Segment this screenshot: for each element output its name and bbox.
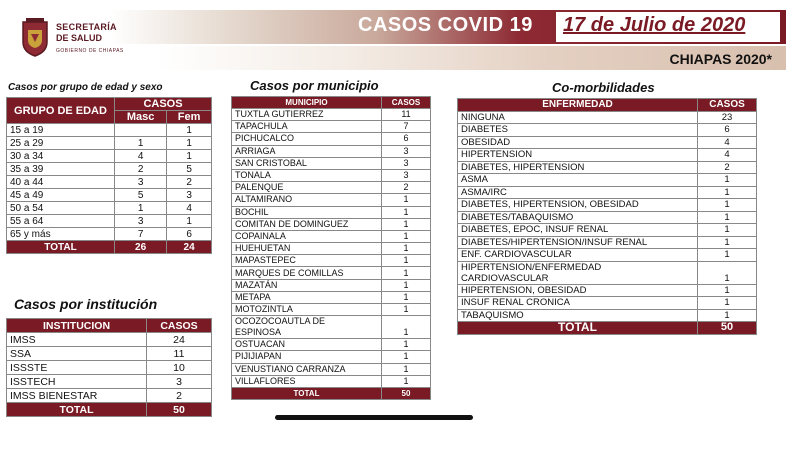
municipality-cases-cell: 1 (382, 375, 431, 387)
municipality-name-cell (232, 339, 382, 351)
comorbidity-name-line: TABAQUISMO (461, 309, 524, 321)
comorbidity-name-line: DIABETES/TABAQUISMO (461, 211, 574, 223)
com-col-cases: CASOS (698, 99, 757, 112)
municipality-name-line: OSTUACAN (235, 339, 286, 350)
municipality-name-cell (232, 279, 382, 291)
municipality-name-cell (232, 145, 382, 157)
municipality-cases-cell: 3 (382, 169, 431, 181)
municipality-name-cell (232, 109, 382, 121)
municipality-row (232, 243, 431, 255)
comorbidity-name-line: OBESIDAD (461, 136, 511, 148)
municipality-name-line: MAPASTEPEC (235, 255, 296, 266)
comorbidity-name-line: DIABETES, EPOC, INSUF RENAL (461, 224, 609, 236)
age-masc-cell (115, 124, 167, 137)
municipality-row (232, 121, 431, 133)
municipality-name-cell (232, 169, 382, 181)
municipality-name-cell (232, 133, 382, 145)
horizontal-scrollbar[interactable] (275, 415, 473, 420)
comorbidity-table-body (458, 111, 757, 322)
municipality-name-line: ALTAMIRANO (235, 194, 293, 205)
age-group-cell: 50 a 54 (7, 202, 115, 215)
municipality-name-line: ARRIAGA (235, 145, 276, 156)
age-col-fem: Fem (167, 111, 212, 124)
comorbidity-cases-cell: 1 (698, 284, 757, 297)
institution-cases-cell: 11 (147, 347, 212, 361)
comorbidity-name-line: NINGUNA (461, 111, 505, 123)
municipality-name-cell (232, 316, 382, 339)
comorbidity-name-line: ENF. CARDIOVASCULAR (461, 249, 572, 261)
municipality-cases-cell: 11 (382, 109, 431, 121)
municipality-row (232, 267, 431, 279)
municipality-cases-cell: 1 (382, 363, 431, 375)
municipality-row (232, 316, 431, 339)
mun-total-label: TOTAL (232, 387, 382, 399)
municipality-name-line: PICHUCALCO (235, 133, 295, 144)
municipality-name-line: BOCHIL (235, 206, 269, 217)
age-fem-cell: 1 (167, 150, 212, 163)
municipality-row (232, 206, 431, 218)
municipality-name-cell (232, 375, 382, 387)
age-masc-cell: 2 (115, 163, 167, 176)
municipality-table-body (232, 109, 431, 388)
comorbidity-name-cell (458, 186, 698, 199)
municipality-row (232, 304, 431, 316)
municipality-row (232, 145, 431, 157)
municipality-name-line: PALENQUE (235, 182, 284, 193)
comorbidity-cases-cell: 1 (698, 236, 757, 249)
municipality-name-cell (232, 291, 382, 303)
comorbidity-cases-cell: 4 (698, 136, 757, 149)
age-fem-cell: 4 (167, 202, 212, 215)
com-total-label: TOTAL (458, 322, 698, 335)
comorbidity-name-line: ASMA (461, 174, 488, 186)
age-total-label: TOTAL (7, 241, 115, 254)
municipality-row (232, 291, 431, 303)
municipality-cases-cell: 1 (382, 339, 431, 351)
institution-cases-cell: 24 (147, 333, 212, 347)
age-masc-cell: 3 (115, 215, 167, 228)
municipality-name-line: TAPACHULA (235, 121, 288, 132)
comorbidity-name-cell (458, 236, 698, 249)
municipality-name-line: COPAINALA (235, 230, 286, 241)
municipality-cases-cell: 6 (382, 133, 431, 145)
comorbidity-cases-cell: 23 (698, 111, 757, 124)
comorbidity-row (458, 174, 757, 187)
municipality-cases-cell: 1 (382, 255, 431, 267)
age-group-cell: 55 a 64 (7, 215, 115, 228)
age-row (7, 189, 212, 202)
inst-total-label: TOTAL (7, 403, 147, 417)
municipality-cases-cell: 1 (382, 218, 431, 230)
logo-line-1: SECRETARÍA (56, 22, 117, 32)
age-group-cell: 65 y más (7, 228, 115, 241)
municipality-cases-cell: 1 (382, 351, 431, 363)
age-group-cell: 15 a 19 (7, 124, 115, 137)
municipality-row (232, 351, 431, 363)
municipality-name-cell (232, 194, 382, 206)
com-total: 50 (698, 322, 757, 335)
municipality-name-cell (232, 218, 382, 230)
municipality-name-cell (232, 243, 382, 255)
page-title: CASOS COVID 19 (358, 14, 533, 36)
age-row (7, 124, 212, 137)
municipality-cases-cell: 1 (382, 316, 431, 339)
comorbidity-cases-cell: 1 (698, 174, 757, 187)
age-masc-cell: 3 (115, 176, 167, 189)
inst-col-name: INSTITUCION (7, 319, 147, 333)
comorbidity-name-line: ASMA/IRC (461, 186, 507, 198)
comorbidity-cases-cell: 4 (698, 149, 757, 162)
age-row (7, 137, 212, 150)
municipality-name-line: PIJIJIAPAN (235, 351, 282, 362)
municipality-cases-cell: 1 (382, 194, 431, 206)
age-fem-cell: 2 (167, 176, 212, 189)
age-group-cell: 25 a 29 (7, 137, 115, 150)
age-row (7, 202, 212, 215)
municipality-name-line: COMITAN DE DOMINGUEZ (235, 218, 349, 229)
age-row (7, 163, 212, 176)
comorbidity-row (458, 236, 757, 249)
municipality-name-cell (232, 255, 382, 267)
comorbidity-name-cell (458, 249, 698, 262)
municipality-name-line: VENUSTIANO CARRANZA (235, 363, 346, 374)
logo-line-3: GOBIERNO DE CHIAPAS (56, 48, 124, 54)
municipality-name-cell (232, 121, 382, 133)
municipality-cases-cell: 1 (382, 291, 431, 303)
age-col-group: GRUPO DE EDAD (7, 98, 115, 124)
age-table-body (7, 124, 212, 241)
institution-name-cell: ISSTECH (7, 375, 147, 389)
age-fem-cell: 1 (167, 124, 212, 137)
municipality-name-cell (232, 267, 382, 279)
institution-row (7, 333, 212, 347)
municipality-name-line: MARQUES DE COMILLAS (235, 267, 344, 278)
institution-row (7, 375, 212, 389)
municipality-name-line: TONALA (235, 170, 271, 181)
municipality-name-cell (232, 304, 382, 316)
comorbidity-table (457, 98, 757, 335)
comorbidity-cases-cell: 6 (698, 124, 757, 137)
institution-row (7, 389, 212, 403)
age-masc-cell: 1 (115, 202, 167, 215)
comorbidity-name-line-2: CARDIOVASCULAR (461, 272, 549, 284)
comorbidity-name-line: HIPERTENSION (461, 149, 533, 161)
institution-row (7, 361, 212, 375)
comorbidity-row (458, 161, 757, 174)
age-group-cell: 45 a 49 (7, 189, 115, 202)
comorbidity-name-cell (458, 224, 698, 237)
age-group-cell: 40 a 44 (7, 176, 115, 189)
logo (14, 16, 124, 66)
comorbidity-name-cell (458, 199, 698, 212)
comorbidity-name-cell (458, 149, 698, 162)
age-col-masc: Masc (115, 111, 167, 124)
municipality-row (232, 194, 431, 206)
mun-col-cases: CASOS (382, 97, 431, 109)
municipality-name-line: TUXTLA GUTIERREZ (235, 109, 324, 120)
institution-cases-cell: 2 (147, 389, 212, 403)
comorbidity-name-cell (458, 174, 698, 187)
age-total-masc: 26 (115, 241, 167, 254)
age-fem-cell: 5 (167, 163, 212, 176)
municipality-cases-cell: 1 (382, 279, 431, 291)
comorbidity-row (458, 261, 757, 284)
age-row (7, 228, 212, 241)
comorbidity-name-cell (458, 284, 698, 297)
municipality-cases-cell: 1 (382, 304, 431, 316)
comorbidity-row (458, 124, 757, 137)
comorbidity-cases-cell: 1 (698, 224, 757, 237)
municipality-cases-cell: 1 (382, 267, 431, 279)
municipality-name-line: MAZATÁN (235, 279, 278, 290)
com-col-disease: ENFERMEDAD (458, 99, 698, 112)
institution-name-cell: IMSS (7, 333, 147, 347)
comorbidity-cases-cell: 2 (698, 161, 757, 174)
institution-row (7, 347, 212, 361)
institution-section-title: Casos por institución (14, 296, 158, 312)
comorbidity-cases-cell: 1 (698, 199, 757, 212)
comorbidity-name-line: DIABETES/HIPERTENSION/INSUF RENAL (461, 236, 648, 248)
age-table (6, 97, 212, 254)
header (0, 0, 786, 78)
comorbidity-row (458, 136, 757, 149)
comorbidity-row (458, 199, 757, 212)
municipality-name-cell (232, 206, 382, 218)
comorbidity-section-title: Co-morbilidades (552, 80, 655, 95)
age-row (7, 176, 212, 189)
comorbidity-name-cell (458, 136, 698, 149)
region-label: CHIAPAS 2020* (669, 51, 772, 67)
comorbidity-cases-cell: 1 (698, 186, 757, 199)
institution-name-cell: IMSS BIENESTAR (7, 389, 147, 403)
municipality-row (232, 230, 431, 242)
logo-line-2: DE SALUD (56, 33, 103, 43)
municipality-cases-cell: 1 (382, 243, 431, 255)
comorbidity-name-cell (458, 297, 698, 310)
municipality-name-cell (232, 182, 382, 194)
age-total-fem: 24 (167, 241, 212, 254)
age-masc-cell: 4 (115, 150, 167, 163)
municipality-cases-cell: 1 (382, 206, 431, 218)
municipality-cases-cell: 3 (382, 157, 431, 169)
comorbidity-row (458, 149, 757, 162)
age-group-cell: 30 a 34 (7, 150, 115, 163)
municipality-name-line: VILLAFLORES (235, 375, 296, 386)
municipality-row (232, 169, 431, 181)
municipality-name-cell (232, 351, 382, 363)
comorbidity-cases-cell: 1 (698, 309, 757, 322)
municipality-name-line: OCOZOCOAUTLA DE (235, 316, 326, 327)
comorbidity-cases-cell: 1 (698, 297, 757, 310)
comorbidity-row (458, 309, 757, 322)
municipality-row (232, 375, 431, 387)
municipality-row (232, 157, 431, 169)
age-row (7, 215, 212, 228)
age-row (7, 150, 212, 163)
municipality-name-cell (232, 230, 382, 242)
age-fem-cell: 1 (167, 215, 212, 228)
comorbidity-name-line: DIABETES (461, 124, 508, 136)
municipality-row (232, 133, 431, 145)
municipality-table (231, 96, 431, 400)
comorbidity-row (458, 297, 757, 310)
age-fem-cell: 1 (167, 137, 212, 150)
municipality-name-line: HUEHUETAN (235, 243, 291, 254)
institution-table-body (7, 333, 212, 403)
institution-cases-cell: 10 (147, 361, 212, 375)
age-fem-cell: 3 (167, 189, 212, 202)
age-col-cases: CASOS (115, 98, 212, 111)
municipality-name-cell (232, 363, 382, 375)
municipality-section-title: Casos por municipio (250, 78, 379, 93)
comorbidity-name-cell (458, 124, 698, 137)
inst-col-cases: CASOS (147, 319, 212, 333)
institution-cases-cell: 3 (147, 375, 212, 389)
municipality-row (232, 255, 431, 267)
municipality-row (232, 218, 431, 230)
municipality-name-line: MOTOZINTLA (235, 304, 293, 315)
comorbidity-name-line: DIABETES, HIPERTENSION (461, 161, 585, 173)
comorbidity-row (458, 211, 757, 224)
age-section-title: Casos por grupo de edad y sexo (8, 82, 163, 93)
comorbidity-name-cell (458, 211, 698, 224)
comorbidity-row (458, 224, 757, 237)
comorbidity-cases-cell: 1 (698, 249, 757, 262)
comorbidity-name-cell (458, 161, 698, 174)
municipality-name-cell (232, 157, 382, 169)
comorbidity-cases-cell: 1 (698, 211, 757, 224)
comorbidity-row (458, 249, 757, 262)
comorbidity-name-line: HIPERTENSION, OBESIDAD (461, 284, 587, 296)
coat-of-arms-icon (20, 18, 50, 58)
comorbidity-name-line: HIPERTENSION/ENFERMEDAD (461, 261, 602, 273)
comorbidity-row (458, 284, 757, 297)
mun-col-name: MUNICIPIO (232, 97, 382, 109)
municipality-row (232, 109, 431, 121)
age-group-cell: 35 a 39 (7, 163, 115, 176)
mun-total: 50 (382, 387, 431, 399)
municipality-name-line: METAPA (235, 291, 271, 302)
comorbidity-row (458, 186, 757, 199)
institution-name-cell: ISSSTE (7, 361, 147, 375)
comorbidity-cases-cell: 1 (698, 261, 757, 284)
comorbidity-row (458, 111, 757, 124)
comorbidity-name-line: DIABETES, HIPERTENSION, OBESIDAD (461, 199, 639, 211)
inst-total: 50 (147, 403, 212, 417)
comorbidity-name-cell (458, 111, 698, 124)
institution-table (6, 318, 212, 417)
municipality-row (232, 182, 431, 194)
municipality-name-line: SAN CRISTOBAL (235, 157, 307, 168)
municipality-cases-cell: 7 (382, 121, 431, 133)
municipality-cases-cell: 2 (382, 182, 431, 194)
age-masc-cell: 5 (115, 189, 167, 202)
municipality-cases-cell: 3 (382, 145, 431, 157)
age-masc-cell: 7 (115, 228, 167, 241)
municipality-row (232, 339, 431, 351)
comorbidity-name-line: INSUF RENAL CRONICA (461, 297, 570, 309)
municipality-row (232, 363, 431, 375)
age-fem-cell: 6 (167, 228, 212, 241)
comorbidity-name-cell (458, 261, 698, 284)
report-date: 17 de Julio de 2020 (563, 14, 746, 36)
institution-name-cell: SSA (7, 347, 147, 361)
age-masc-cell: 1 (115, 137, 167, 150)
municipality-name-line-2: ESPINOSA (235, 327, 282, 338)
municipality-cases-cell: 1 (382, 230, 431, 242)
municipality-row (232, 279, 431, 291)
